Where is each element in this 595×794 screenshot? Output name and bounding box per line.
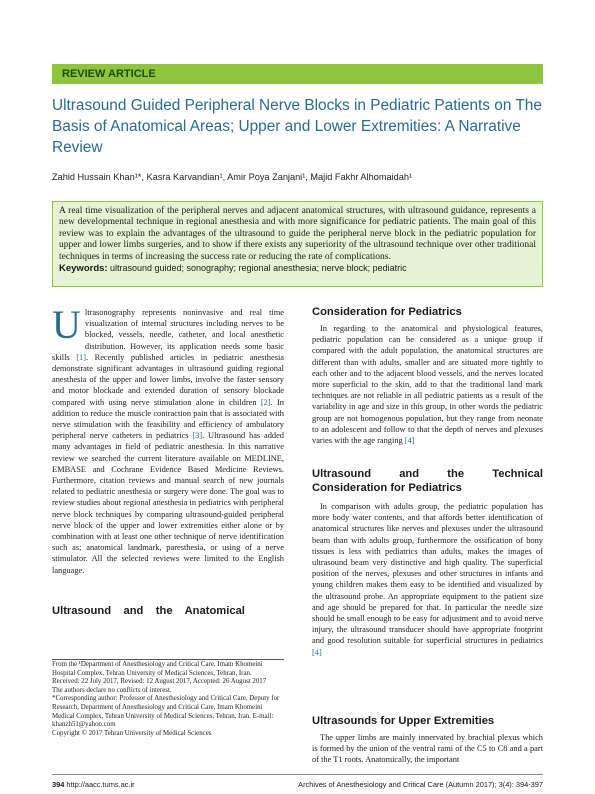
footnote-copyright: Copyright © 2017 Tehran University of Medical Sciences [52,729,212,737]
footnote-dates: Received: 22 July 2017, Revised: 12 August 2017, Accepted: 26 August 2017 [52,678,267,686]
abstract-box [52,201,543,287]
left-column [52,302,284,576]
footnote-divider [52,659,284,660]
article-type-banner: REVIEW ARTICLE [52,64,543,84]
right-paragraph-1: In regarding to the anatomical and physiological features, pediatric population can be considered as a unique group if compared with the adult population, the anatomical structures are different than with adults, smaller and are situated more tightly to each other and to the adjacent blood vessels, and the nerves located more superficial to the skin, add to that the traditional land mark techniques are not reliable in all pediatric patients as a result of the variability in age and size in this group, in other words the pediatric group are not homogenous population, but they range from neonate to an adolescent and follow to that the depth of nerves and plexuses varies with the age ranging [4] [312,324,543,446]
journal-url[interactable]: http://aacc.tums.ac.ir [66,780,135,789]
footnote-corresponding: *Corresponding author: Professor of Anesthesiology and Critical Care, Deputy for Research, Department of Anesthesiology and Critical Care, Imam Khomeini Medical Complex, Tehran University of Medical Sciences, Tehran, Iran. E-mail: khanzh51@yahoo.com [52,695,280,729]
article-title: Ultrasound Guided Peripheral Nerve Blocks in Pediatric Patients on The Basis of Anatomical Areas; Upper and Lower Extremities: A Narrative Review [52,97,542,156]
drop-cap: U [52,302,81,347]
footer-divider [52,774,543,775]
section-heading: Ultrasounds for Upper Extremities [312,715,495,727]
section-heading: Consideration for Pediatrics [312,306,462,318]
page-number: 394 [52,780,65,789]
right-paragraph-2: In comparison with adults group, the pediatric population has more body water contents, and that affords better identification of anatomical structures like nerves and plexuses under the ultrasound beam than with adults group, furthermore the ossification of bony tissues is less with pediatrics than adults, makes the images of ultrasound beam very distinctive and high quality. The superficial position of the nerves, plexuses and other structures in infants and young children makes them easy to be identified and visualized by the ultrasound probe. An appropriate equipment to the patient size and age should be prepared for that. In particular the needle size should be small enough to be easy for adjustment and to avoid nerve injury, the ultrasound transducer should have appropriate footprint and good resolution suitable for superficial structures in pediatrics [4] [312,502,543,657]
citation-link[interactable]: [3] [192,431,203,441]
footnote-affiliation: From the ¹Department of Anesthesiology and Critical Care, Imam Khomeini Hospital Complex, Tehran University of Medical Sciences, Tehran, Iran. [52,661,263,677]
footer-left [52,780,135,789]
citation-link[interactable]: [1] [76,352,86,362]
author-list: Zahid Hussain Khan¹*, Kasra Karvandian¹, Amir Poya Zanjani¹, Majid Fakhr Alhomaidah¹ [52,172,413,182]
intro-paragraph: Ultrasonography represents noninvasive and real time visualization of internal structures including nerves to be blocked, vessels, needle, catheter, and local anesthetic distribution. However, its application needs some basic skills [1]. Recently published articles in pediatric anesthesia demonstrate significant advantages in ultrasound guiding regional anesthesia of the upper and lower limbs, involve the faster sensory and motor blockade and extended duration of sensory blockade compared with using nerve stimulation alone in children [2]. In addition to reduce the muscle contraction pain that is associated with nerve stimulation with the feasibility and efficiency of ambulatory peripheral nerve catheters in pediatrics [3]. Ultrasound has added many advantages in field of pediatric anesthesia. In this narrative review we searched the current literature available on MEDLINE, EMBASE and Cochrane Evidence Based Medicine Reviews. Furthermore, citation reviews and manual search of new journals related to pediatric anesthesia or surgery were done. The goal was to review studies about regional anesthesia in pediatrics with peripheral nerve block techniques by comparing ultrasound-guided peripheral nerve block of the upper and lower extremities either alone or by combination with at least one other technique of nerve identification such as; anatomical landmark, paresthesia, or using of a nerve stimulator. All the selected reviews were limited to the English language. [52,302,284,575]
keywords-label: Keywords: [59,263,108,275]
citation-link[interactable]: [2] [260,397,271,407]
footnote-conflicts: The authors declare no conflicts of interest. [52,686,172,694]
citation-link[interactable]: [4] [404,436,415,446]
journal-citation: Archives of Anesthesiology and Critical Care (Autumn 2017); 3(4): 394-397 [298,780,543,789]
footnote-block [52,661,284,738]
right-paragraph-3: The upper limbs are mainly innervated by brachial plexus which is formed by the union of the ventral rami of the C5 to C8 and a part of the T1 roots. Anatomically, the important [312,733,543,765]
abstract-text: A real time visualization of the peripheral nerves and adjacent anatomical structures, with ultrasound guidance, represents a new developmental technique in regional anesthesia and with more significance for pediatric patients. The main goal of this review was to explain the advantages of the ultrasound to guide the peripheral nerve block in the pediatric population for upper and lower limbs surgeries, and to show if there exists any superiority of the ultrasound technique over other traditional techniques in terms of increasing the success rate or reducing the rate of complications. [59,206,536,262]
section-heading: Ultrasound and the Technical Consideration for Pediatrics [312,468,547,494]
keywords-text: ultrasound guided; sonography; regional anesthesia; nerve block; pediatric [109,263,407,274]
citation-link[interactable]: [4] [312,647,322,657]
section-heading: Ultrasound and the Anatomical [52,605,245,617]
